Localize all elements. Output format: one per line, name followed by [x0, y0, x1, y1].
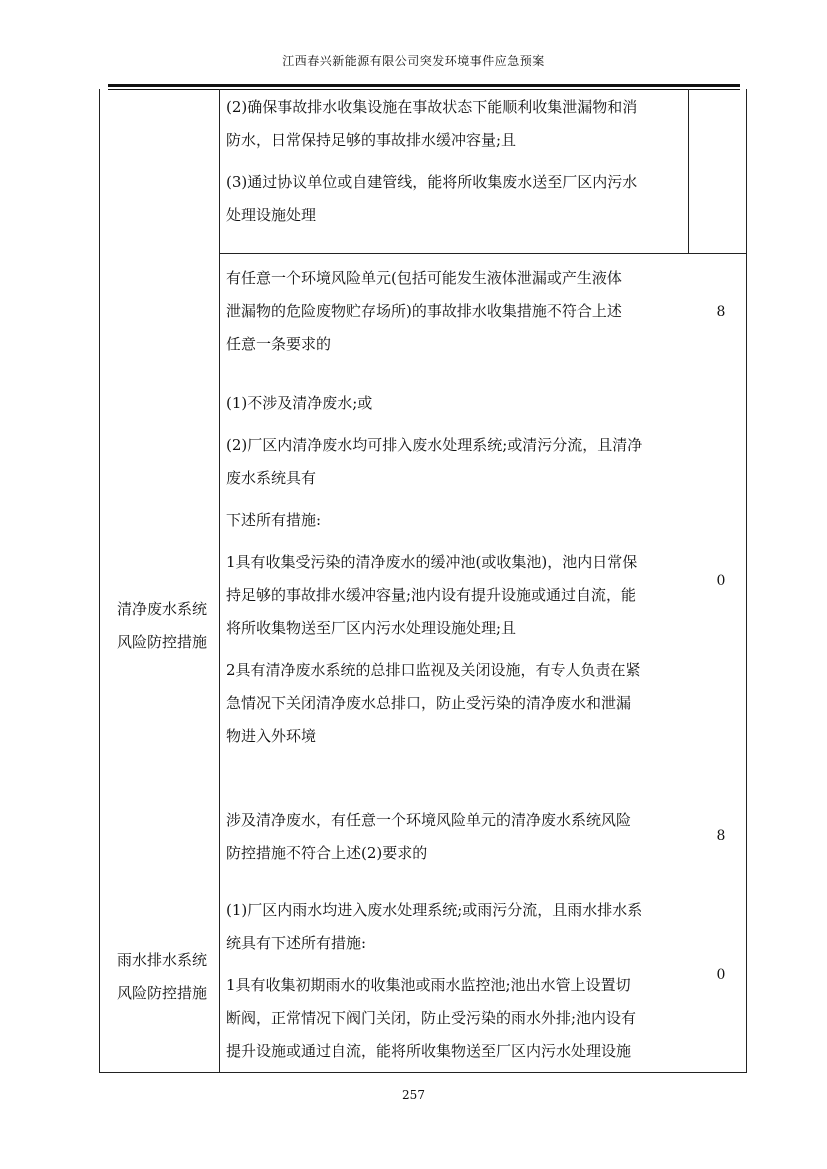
- row-1-para-1-line-1: (2)确保事故排水收集设施在事故状态下能顺利收集泄漏物和消: [226, 98, 638, 116]
- row-3-score: 0: [716, 573, 726, 589]
- running-header: 江西春兴新能源有限公司突发环境事件应急预案: [282, 54, 545, 68]
- row-3-description: [226, 387, 688, 753]
- column-divider-1: [219, 89, 220, 1073]
- row-5-para-1-line-1: (1)厂区内雨水均进入废水处理系统;或雨污分流，且雨水排水系: [226, 901, 643, 919]
- row-divider-1: [219, 253, 747, 254]
- row-4-line-1: 涉及清净废水，有任意一个环境风险单元的清净废水系统风险: [226, 811, 632, 829]
- row-5-para-2-line-3: 提升设施或通过自流，能将所收集物送至厂区内污水处理设施: [226, 1042, 632, 1060]
- row-3-para-4-line-1: 1具有收集受污染的清净废水的缓冲池(或收集池)，池内日常保: [226, 553, 638, 571]
- row-3-category-label: [105, 593, 219, 659]
- row-2-line-1: 有任意一个环境风险单元(包括可能发生液体泄漏或产生液体: [226, 269, 622, 287]
- row-3-label-line-1: 清净废水系统: [116, 600, 207, 618]
- row-5-label-line-2: 风险防控措施: [116, 984, 207, 1002]
- row-1-description: [226, 91, 688, 232]
- row-5-score: 0: [716, 967, 726, 983]
- assessment-table: [99, 89, 747, 1073]
- header-rule-thick: [108, 84, 740, 87]
- row-2-line-3: 任意一条要求的: [226, 335, 332, 353]
- column-divider-2: [688, 89, 689, 253]
- row-5-para-2-line-1: 1具有收集初期雨水的收集池或雨水监控池;池出水管上设置切: [226, 976, 631, 994]
- row-3-para-2-line-1: (2)厂区内清净废水均可排入废水处理系统;或清污分流，且清净: [226, 436, 643, 454]
- row-4-line-2: 防控措施不符合上述(2)要求的: [226, 844, 428, 862]
- row-3-para-4-line-2: 持足够的事故排水缓冲容量;池内设有提升设施或通过自流，能: [226, 586, 637, 604]
- row-5-para-2-line-2: 断阀，正常情况下阀门关闭，防止受污染的雨水外排;池内设有: [226, 1009, 637, 1027]
- row-2-line-2: 泄漏物的危险废物贮存场所)的事故排水收集措施不符合上述: [226, 302, 622, 320]
- row-3-para-4-line-3: 将所收集物送至厂区内污水处理设施处理;且: [226, 619, 517, 637]
- row-3-para-3: 下述所有措施:: [226, 511, 322, 529]
- row-4-description: [226, 804, 688, 870]
- table-border-bottom: [99, 1072, 747, 1073]
- row-4-score: 8: [716, 828, 726, 844]
- row-3-para-5-line-3: 物进入外环境: [226, 727, 317, 745]
- table-border-left: [99, 89, 100, 1073]
- row-3-para-2-line-2: 废水系统具有: [226, 469, 317, 487]
- page-number: 257: [402, 1088, 425, 1102]
- row-5-para-1-line-2: 统具有下述所有措施:: [226, 934, 367, 952]
- row-5-label-line-1: 雨水排水系统: [116, 951, 207, 969]
- row-1-para-2-line-1: (3)通过协议单位或自建管线，能将所收集废水送至厂区内污水: [226, 173, 638, 191]
- row-1-para-2-line-2: 处理设施处理: [226, 206, 317, 224]
- row-3-label-line-2: 风险防控措施: [116, 633, 207, 651]
- row-1-para-1-line-2: 防水，日常保持足够的事故排水缓冲容量;且: [226, 131, 517, 149]
- row-2-score: 8: [716, 304, 726, 320]
- row-3-para-5-line-2: 急情况下关闭清净废水总排口，防止受污染的清净废水和泄漏: [226, 694, 632, 712]
- row-2-description: [226, 262, 688, 361]
- row-3-para-5-line-1: 2具有清净废水系统的总排口监视及关闭设施，有专人负责在紧: [226, 661, 641, 679]
- row-5-description: [226, 894, 688, 1068]
- row-3-para-1: (1)不涉及清净废水;或: [226, 394, 373, 412]
- row-5-category-label: [105, 944, 219, 1010]
